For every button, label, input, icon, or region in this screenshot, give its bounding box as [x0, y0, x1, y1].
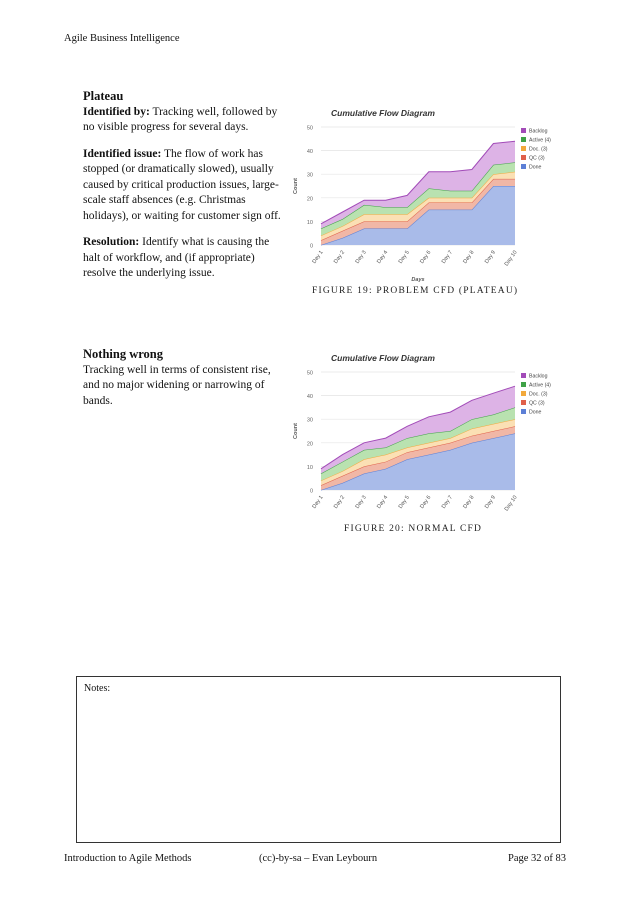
- legend-swatch: [521, 382, 526, 387]
- x-tick-label: Day 6: [419, 494, 433, 510]
- legend-label: Active (4): [529, 137, 551, 144]
- legend-swatch: [521, 391, 526, 396]
- x-tick-label: Day 10: [503, 249, 519, 268]
- y-tick-label: 20: [306, 441, 313, 448]
- x-tick-label: Day 8: [462, 494, 476, 510]
- section-heading: Plateau: [83, 89, 124, 103]
- x-tick-label: Day 5: [397, 494, 411, 510]
- x-tick-label: Day 2: [333, 494, 347, 510]
- chart-plateau-svg: [283, 103, 551, 283]
- x-tick-label: Day 10: [503, 494, 519, 513]
- x-tick-label: Day 6: [419, 249, 433, 265]
- x-tick-label: Day 3: [354, 494, 368, 510]
- y-axis-label: Count: [293, 178, 299, 194]
- legend-swatch: [521, 146, 526, 151]
- chart-normal-svg: [283, 348, 551, 516]
- legend-swatch: [521, 164, 526, 169]
- legend-swatch: [521, 373, 526, 378]
- y-tick-label: 50: [306, 125, 313, 132]
- legend-label: Doc. (3): [529, 146, 548, 153]
- x-axis-label: Days: [411, 277, 425, 283]
- footer-left: Introduction to Agile Methods: [64, 853, 192, 864]
- legend-label: QC (3): [529, 155, 545, 162]
- resolution-text: Identify what is causing the halt of workflow, and (if appropriate) resolve the underlying issue.: [83, 236, 270, 279]
- x-tick-label: Day 8: [462, 249, 476, 265]
- footer-right: Page 32 of 83: [508, 853, 567, 864]
- legend-label: Backlog: [529, 128, 548, 135]
- y-tick-label: 10: [306, 219, 313, 226]
- legend-label: Done: [529, 164, 542, 171]
- chart-title: Cumulative Flow Diagram: [331, 353, 435, 363]
- legend-swatch: [521, 137, 526, 142]
- notes-label: Notes:: [84, 683, 111, 694]
- identified-by-text: Tracking well, followed by no visible progress for several days.: [83, 105, 278, 133]
- x-tick-label: Day 1: [311, 494, 325, 510]
- section-plateau: [83, 89, 283, 293]
- legend-label: Doc. (3): [529, 391, 548, 398]
- chart-normal: [283, 348, 551, 516]
- x-tick-label: Day 9: [483, 249, 498, 265]
- identified-issue-text: The flow of work has stopped (or dramatically slowed), usually caused by critical production issues, large-scale staff absences (e.g. Christmas holidays), or waiting for customer sign off.: [83, 147, 281, 222]
- section-text: Tracking well in terms of consistent rise, and no major widening or narrowing of bands.: [83, 363, 271, 407]
- y-tick-label: 10: [306, 464, 313, 471]
- legend-label: Backlog: [529, 373, 548, 380]
- footer-center: (cc)-by-sa – Evan Leybourn: [259, 853, 378, 864]
- page-header: Agile Business Intelligence: [64, 33, 180, 44]
- section-heading: Nothing wrong: [83, 347, 163, 361]
- x-tick-label: Day 4: [376, 494, 390, 510]
- chart-title: Cumulative Flow Diagram: [331, 108, 435, 118]
- y-tick-label: 30: [306, 417, 313, 424]
- y-tick-label: 0: [309, 488, 313, 495]
- legend-label: Active (4): [529, 382, 551, 389]
- y-axis-label: Count: [293, 423, 299, 439]
- legend-swatch: [521, 409, 526, 414]
- x-tick-label: Day 4: [376, 249, 390, 265]
- figure-caption-19: FIGURE 19: PROBLEM CFD (PLATEAU): [312, 286, 519, 296]
- x-tick-label: Day 5: [397, 249, 411, 265]
- y-tick-label: 0: [309, 243, 313, 250]
- x-tick-label: Day 2: [333, 249, 347, 265]
- y-tick-label: 40: [306, 149, 313, 156]
- x-tick-label: Day 7: [440, 249, 454, 265]
- y-tick-label: 50: [306, 370, 313, 377]
- x-tick-label: Day 9: [483, 494, 498, 510]
- notes-box[interactable]: [76, 676, 561, 843]
- section-nothing-wrong: [83, 347, 283, 420]
- y-tick-label: 40: [306, 394, 313, 401]
- identified-by-label: Identified by:: [83, 105, 150, 118]
- y-tick-label: 30: [306, 172, 313, 179]
- x-tick-label: Day 3: [354, 249, 368, 265]
- chart-plateau: [283, 103, 551, 283]
- legend-label: QC (3): [529, 400, 545, 407]
- legend-label: Done: [529, 409, 542, 416]
- resolution-label: Resolution:: [83, 236, 140, 248]
- figure-caption-20: FIGURE 20: NORMAL CFD: [344, 524, 483, 534]
- legend-swatch: [521, 400, 526, 405]
- legend-swatch: [521, 155, 526, 160]
- identified-issue-label: Identified issue:: [83, 147, 162, 160]
- x-tick-label: Day 7: [440, 494, 454, 510]
- y-tick-label: 20: [306, 196, 313, 203]
- x-tick-label: Day 1: [311, 249, 325, 265]
- legend-swatch: [521, 128, 526, 133]
